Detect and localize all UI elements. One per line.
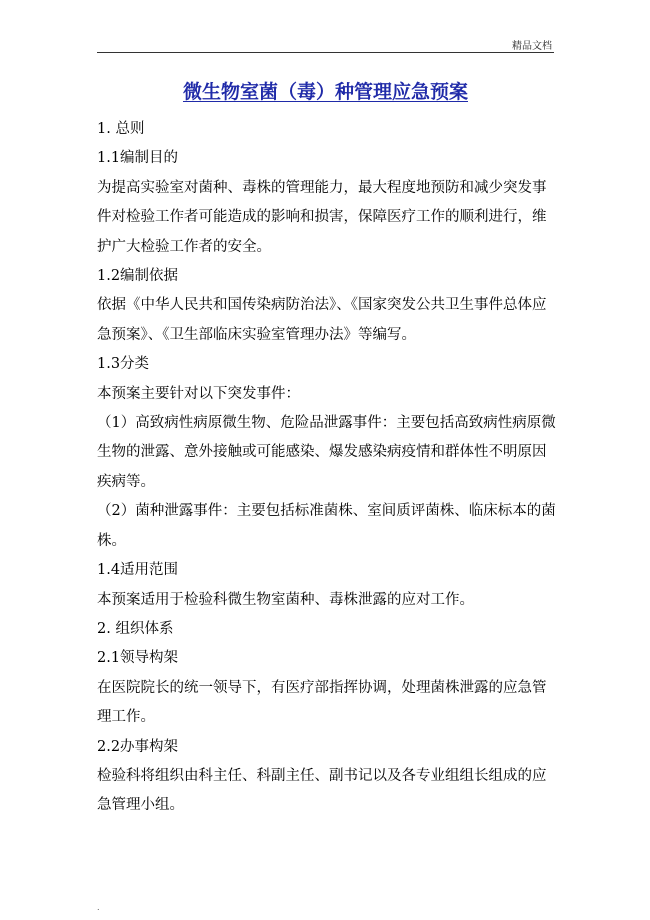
paragraph-classification-item-2: （2）菌种泄露事件：主要包括标准菌株、室间质评菌株、临床标本的菌株。 — [97, 503, 556, 549]
subsection-heading-basis: 1.2编制依据 — [97, 268, 179, 285]
paragraph-purpose: 为提高实验室对菌种、毒株的管理能力，最大程度地预防和减少突发事件对检验工作者可能造成的影响和损害，保障医疗工作的顺利进行，维护广大检验工作者的安全。 — [97, 179, 547, 255]
paragraph-scope: 本预案适用于检验科微生物室菌种、毒株泄露的应对工作。 — [97, 591, 474, 608]
header-label: 精品文档 — [512, 41, 552, 52]
paragraph-office: 检验科将组织由科主任、科副主任、副书记以及各专业组组长组成的应急管理小组。 — [97, 767, 547, 814]
subsection-heading-scope: 1.4适用范围 — [97, 562, 179, 579]
subsection-heading-office: 2.2办事构架 — [97, 738, 179, 755]
document-body — [97, 115, 559, 821]
section-heading-general: 1. 总则 — [97, 121, 145, 137]
footer-mark: . — [97, 903, 100, 912]
paragraph-basis: 依据《中华人民共和国传染病防治法》、《国家突发公共卫生事件总体应急预案》、《卫生部临床实验室管理办法》等编写。 — [97, 297, 547, 343]
subsection-heading-purpose: 1.1编制目的 — [97, 150, 179, 167]
section-heading-organization: 2. 组织体系 — [97, 620, 174, 637]
subsection-heading-leadership: 2.1领导构架 — [97, 650, 179, 667]
document-title: 微生物室菌（毒）种管理应急预案 — [182, 81, 468, 103]
paragraph-leadership: 在医院院长的统一领导下，有医疗部指挥协调，处理菌株泄露的应急管理工作。 — [97, 679, 547, 726]
paragraph-classification-intro: 本预案主要针对以下突发事件： — [97, 385, 300, 402]
header-rule — [97, 52, 554, 53]
paragraph-classification-item-1: （1）高致病性病原微生物、危险品泄露事件：主要包括高致病性病原微生物的泄露、意外接触或可能感染、爆发感染病疫情和群体性不明原因疾病等。 — [97, 415, 556, 490]
subsection-heading-classification: 1.3分类 — [97, 356, 150, 373]
